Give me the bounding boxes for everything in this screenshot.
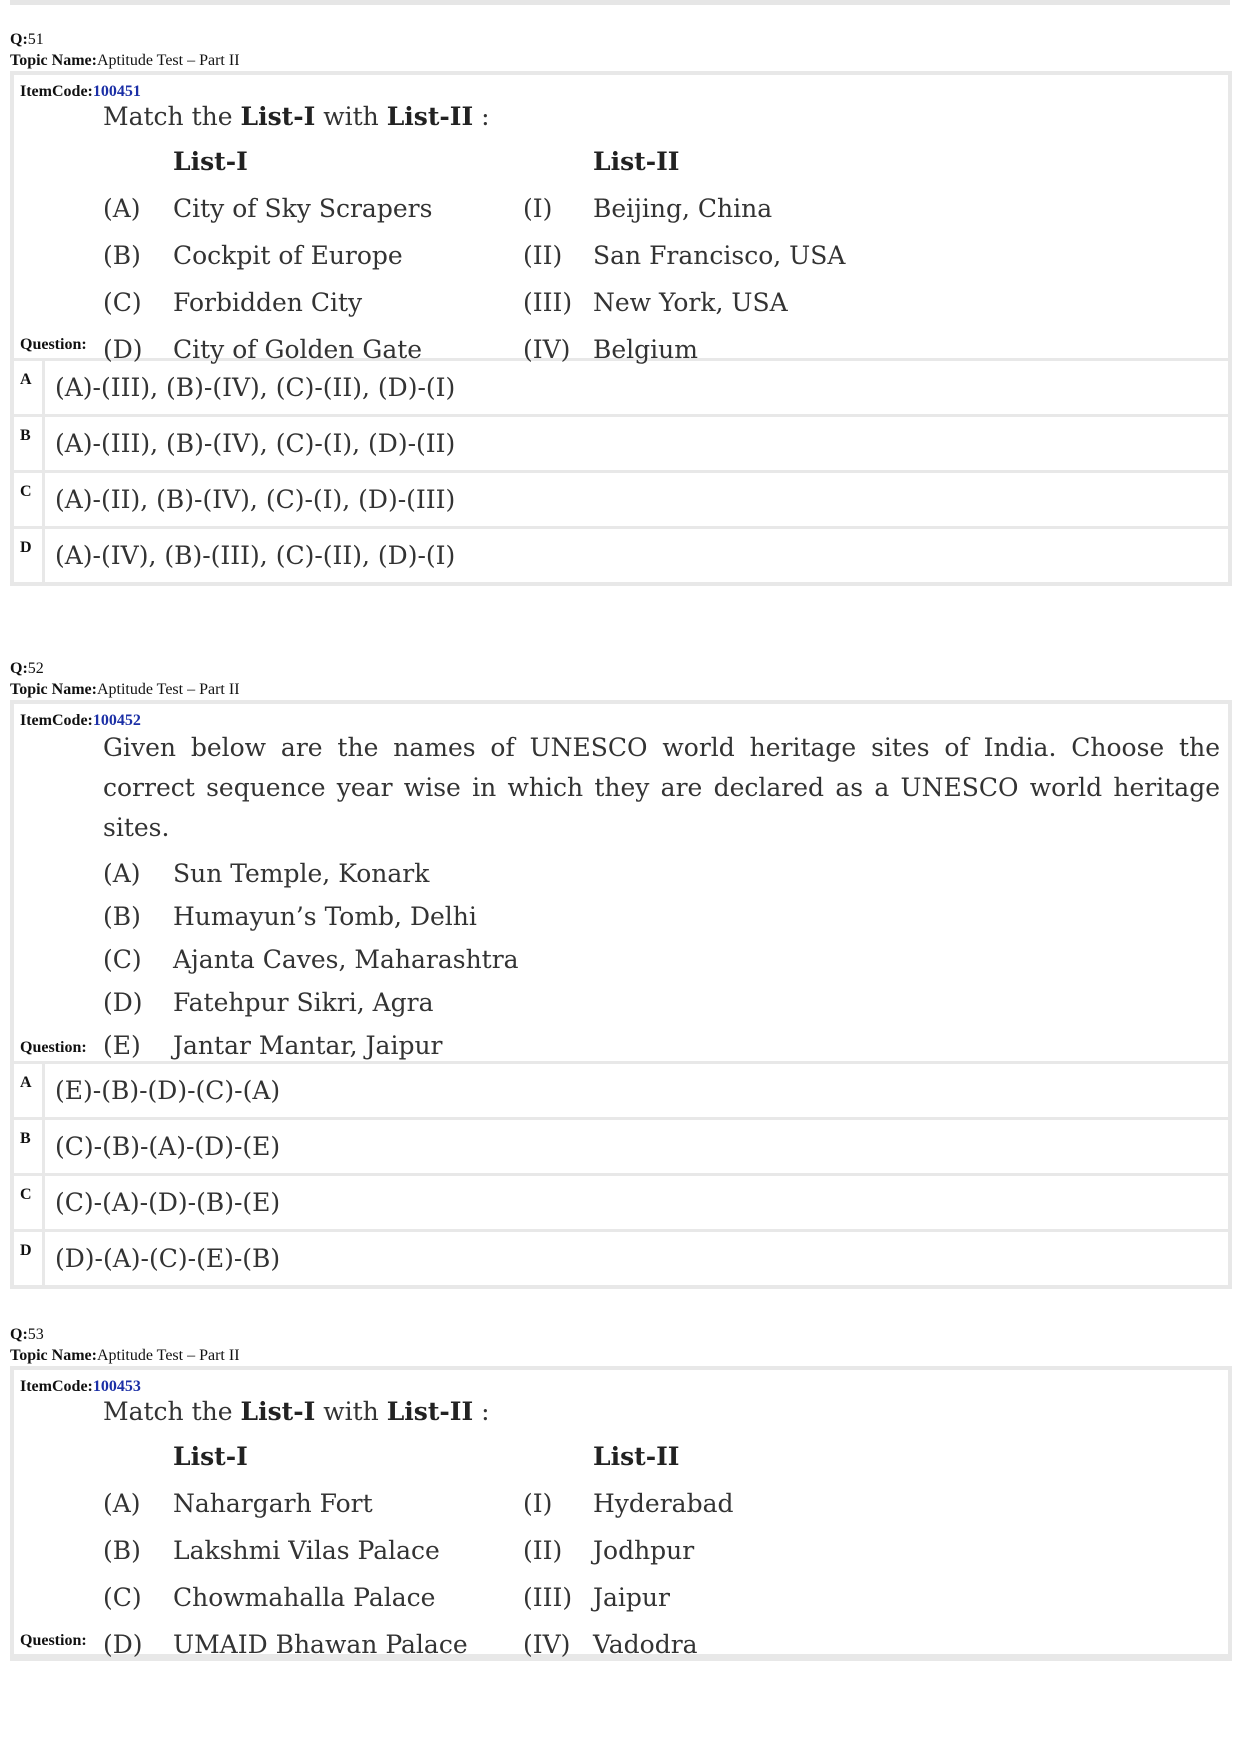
question-cell — [14, 1370, 1228, 1657]
match-row: (A) City of Sky Scrapers (I) Beijing, China — [103, 194, 773, 223]
option-letter: C — [14, 473, 45, 526]
option-letter: D — [14, 529, 45, 582]
sequence-item: (E) Jantar Mantar, Jaipur — [103, 1031, 443, 1060]
option-row-d[interactable] — [14, 1232, 1228, 1285]
question-cell — [14, 75, 1228, 364]
list-headers: List-I List-II — [173, 1441, 680, 1471]
sequence-item: (D) Fatehpur Sikri, Agra — [103, 988, 434, 1017]
top-divider — [10, 0, 1230, 5]
question-stem: Given below are the names of UNESCO world heritage sites of India. Choose the correct sequence year wise in which they are declared as a UNESCO world heritage sites. — [103, 733, 1220, 842]
match-row: (D) City of Golden Gate (IV) Belgium — [103, 335, 698, 364]
question-label: Question: — [20, 336, 87, 353]
sequence-item: (A) Sun Temple, Konark — [103, 859, 430, 888]
match-row: (B) Cockpit of Europe (II) San Francisco, USA — [103, 241, 846, 270]
match-row: (C) Chowmahalla Palace (III) Jaipur — [103, 1583, 670, 1612]
item-code: ItemCode:100453 — [20, 1378, 141, 1395]
question-stem: Match the List-I with List-II : — [103, 102, 490, 131]
option-row-b[interactable] — [14, 417, 1228, 473]
option-letter: A — [14, 361, 45, 414]
question-table — [10, 1366, 1232, 1661]
option-row-c[interactable] — [14, 473, 1228, 529]
option-letter: D — [14, 1232, 45, 1285]
option-row-c[interactable] — [14, 1176, 1228, 1232]
question-number-line: Q:51 — [10, 31, 44, 48]
sequence-item: (C) Ajanta Caves, Maharashtra — [103, 945, 519, 974]
option-text: (A)-(IV), (B)-(III), (C)-(II), (D)-(I) — [55, 541, 456, 570]
topic-line: Topic Name:Aptitude Test – Part II — [10, 681, 240, 698]
option-text: (C)-(A)-(D)-(B)-(E) — [55, 1188, 281, 1217]
item-code: ItemCode:100451 — [20, 83, 141, 100]
question-stem: Match the List-I with List-II : — [103, 1397, 490, 1426]
question-cell — [14, 704, 1228, 1064]
match-row: (D) UMAID Bhawan Palace (IV) Vadodra — [103, 1630, 698, 1659]
option-text: (A)-(III), (B)-(IV), (C)-(II), (D)-(I) — [55, 373, 456, 402]
option-text: (A)-(III), (B)-(IV), (C)-(I), (D)-(II) — [55, 429, 456, 458]
question-number-line: Q:52 — [10, 660, 44, 677]
sequence-item: (B) Humayun’s Tomb, Delhi — [103, 902, 477, 931]
question-label: Question: — [20, 1632, 87, 1649]
option-letter: C — [14, 1176, 45, 1229]
item-code: ItemCode:100452 — [20, 712, 141, 729]
question-number-line: Q:53 — [10, 1326, 44, 1343]
topic-line: Topic Name:Aptitude Test – Part II — [10, 52, 240, 69]
match-row: (B) Lakshmi Vilas Palace (II) Jodhpur — [103, 1536, 695, 1565]
option-letter: A — [14, 1064, 45, 1117]
topic-line: Topic Name:Aptitude Test – Part II — [10, 1347, 240, 1364]
option-text: (D)-(A)-(C)-(E)-(B) — [55, 1244, 281, 1273]
option-text: (E)-(B)-(D)-(C)-(A) — [55, 1076, 281, 1105]
question-table — [10, 700, 1232, 1289]
question-table — [10, 71, 1232, 586]
option-letter: B — [14, 1120, 45, 1173]
match-row: (C) Forbidden City (III) New York, USA — [103, 288, 788, 317]
list-headers: List-I List-II — [173, 146, 680, 176]
question-block-53 — [10, 1324, 1232, 1661]
question-block-52 — [10, 658, 1232, 1289]
option-text: (A)-(II), (B)-(IV), (C)-(I), (D)-(III) — [55, 485, 456, 514]
question-block-51 — [10, 29, 1232, 586]
question-label: Question: — [20, 1039, 87, 1056]
option-row-b[interactable] — [14, 1120, 1228, 1176]
option-row-d[interactable] — [14, 529, 1228, 582]
option-text: (C)-(B)-(A)-(D)-(E) — [55, 1132, 281, 1161]
option-letter: B — [14, 417, 45, 470]
match-row: (A) Nahargarh Fort (I) Hyderabad — [103, 1489, 734, 1518]
option-row-a[interactable] — [14, 1064, 1228, 1120]
